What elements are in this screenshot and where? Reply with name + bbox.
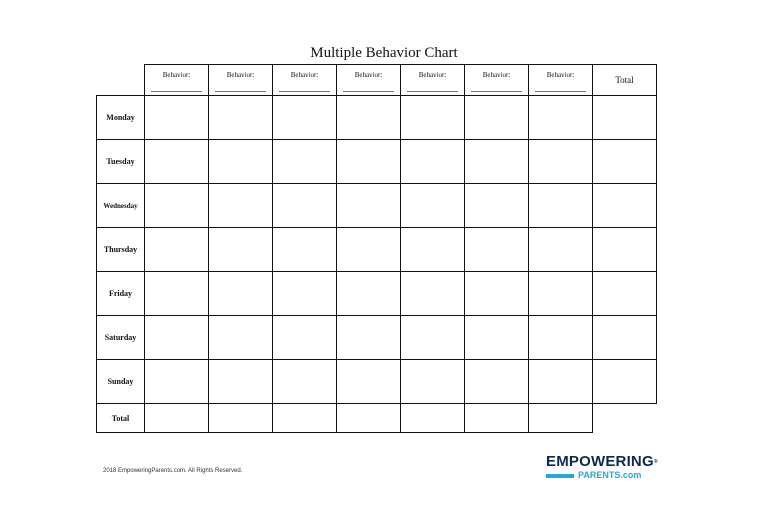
empty-corner — [593, 404, 657, 433]
behavior-header-7[interactable]: Behavior: — [529, 65, 593, 96]
day-label: Friday — [97, 272, 145, 316]
column-total-cell[interactable] — [529, 404, 593, 433]
chart-cell[interactable] — [337, 228, 401, 272]
chart-cell[interactable] — [273, 140, 337, 184]
chart-cell[interactable] — [465, 184, 529, 228]
row-total-cell[interactable] — [593, 316, 657, 360]
row-total-cell[interactable] — [593, 184, 657, 228]
column-total-cell[interactable] — [401, 404, 465, 433]
chart-cell[interactable] — [465, 360, 529, 404]
behavior-header-1[interactable]: Behavior: — [145, 65, 209, 96]
day-label: Wednesday — [97, 184, 145, 228]
chart-cell[interactable] — [401, 360, 465, 404]
chart-cell[interactable] — [145, 316, 209, 360]
chart-cell[interactable] — [401, 316, 465, 360]
chart-cell[interactable] — [273, 272, 337, 316]
column-total-cell[interactable] — [209, 404, 273, 433]
chart-cell[interactable] — [209, 272, 273, 316]
chart-cell[interactable] — [529, 140, 593, 184]
day-label: Tuesday — [97, 140, 145, 184]
chart-cell[interactable] — [273, 96, 337, 140]
chart-cell[interactable] — [401, 228, 465, 272]
chart-cell[interactable] — [337, 140, 401, 184]
chart-title: Multiple Behavior Chart — [310, 45, 458, 61]
behavior-header-2[interactable]: Behavior: — [209, 65, 273, 96]
chart-cell[interactable] — [529, 272, 593, 316]
chart-cell[interactable] — [273, 184, 337, 228]
chart-cell[interactable] — [465, 228, 529, 272]
copyright-footer: 2018 EmpoweringParents.com. All Rights Reserved. — [103, 468, 243, 474]
chart-cell[interactable] — [401, 140, 465, 184]
chart-cell[interactable] — [145, 228, 209, 272]
day-row-saturday — [97, 316, 657, 360]
row-total-cell[interactable] — [593, 272, 657, 316]
chart-cell[interactable] — [337, 316, 401, 360]
chart-cell[interactable] — [401, 96, 465, 140]
row-total-cell[interactable] — [593, 96, 657, 140]
chart-cell[interactable] — [273, 360, 337, 404]
chart-cell[interactable] — [145, 96, 209, 140]
day-label: Thursday — [97, 228, 145, 272]
chart-cell[interactable] — [209, 96, 273, 140]
behavior-header-3[interactable]: Behavior: — [273, 65, 337, 96]
total-row — [97, 404, 657, 433]
behavior-header-5[interactable]: Behavior: — [401, 65, 465, 96]
logo-line1: EMPOWERING — [546, 453, 654, 470]
chart-cell[interactable] — [529, 96, 593, 140]
chart-cell[interactable] — [465, 316, 529, 360]
day-row-monday — [97, 96, 657, 140]
chart-cell[interactable] — [401, 272, 465, 316]
chart-cell[interactable] — [337, 96, 401, 140]
column-total-cell[interactable] — [465, 404, 529, 433]
day-row-sunday — [97, 360, 657, 404]
row-total-cell[interactable] — [593, 140, 657, 184]
chart-cell[interactable] — [401, 184, 465, 228]
logo-accent-bar — [546, 474, 574, 478]
chart-cell[interactable] — [209, 360, 273, 404]
chart-cell[interactable] — [529, 360, 593, 404]
column-total-cell[interactable] — [145, 404, 209, 433]
logo-trademark: ® — [653, 459, 658, 465]
chart-cell[interactable] — [337, 360, 401, 404]
chart-cell[interactable] — [145, 184, 209, 228]
logo-line2: PARENTS.com — [578, 470, 642, 480]
behavior-header-6[interactable]: Behavior: — [465, 65, 529, 96]
total-column-header: Total — [593, 65, 657, 96]
column-total-cell[interactable] — [273, 404, 337, 433]
chart-cell[interactable] — [209, 228, 273, 272]
day-row-tuesday — [97, 140, 657, 184]
chart-cell[interactable] — [337, 184, 401, 228]
chart-cell[interactable] — [145, 272, 209, 316]
corner-cell — [97, 65, 145, 96]
chart-cell[interactable] — [465, 140, 529, 184]
chart-cell[interactable] — [273, 316, 337, 360]
chart-cell[interactable] — [465, 272, 529, 316]
chart-cell[interactable] — [209, 184, 273, 228]
chart-cell[interactable] — [529, 316, 593, 360]
behavior-header-4[interactable]: Behavior: — [337, 65, 401, 96]
chart-cell[interactable] — [529, 228, 593, 272]
chart-cell[interactable] — [209, 140, 273, 184]
total-row-label: Total — [97, 404, 145, 433]
chart-cell[interactable] — [145, 360, 209, 404]
empowering-parents-logo — [546, 454, 666, 481]
day-row-thursday — [97, 228, 657, 272]
chart-cell[interactable] — [465, 96, 529, 140]
day-label: Sunday — [97, 360, 145, 404]
chart-cell[interactable] — [337, 272, 401, 316]
day-label: Monday — [97, 96, 145, 140]
chart-cell[interactable] — [273, 228, 337, 272]
chart-cell[interactable] — [209, 316, 273, 360]
row-total-cell[interactable] — [593, 360, 657, 404]
column-total-cell[interactable] — [337, 404, 401, 433]
header-row — [97, 65, 657, 96]
behavior-chart-table — [96, 64, 657, 433]
chart-cell[interactable] — [145, 140, 209, 184]
day-label: Saturday — [97, 316, 145, 360]
row-total-cell[interactable] — [593, 228, 657, 272]
day-row-wednesday — [97, 184, 657, 228]
chart-cell[interactable] — [529, 184, 593, 228]
day-row-friday — [97, 272, 657, 316]
